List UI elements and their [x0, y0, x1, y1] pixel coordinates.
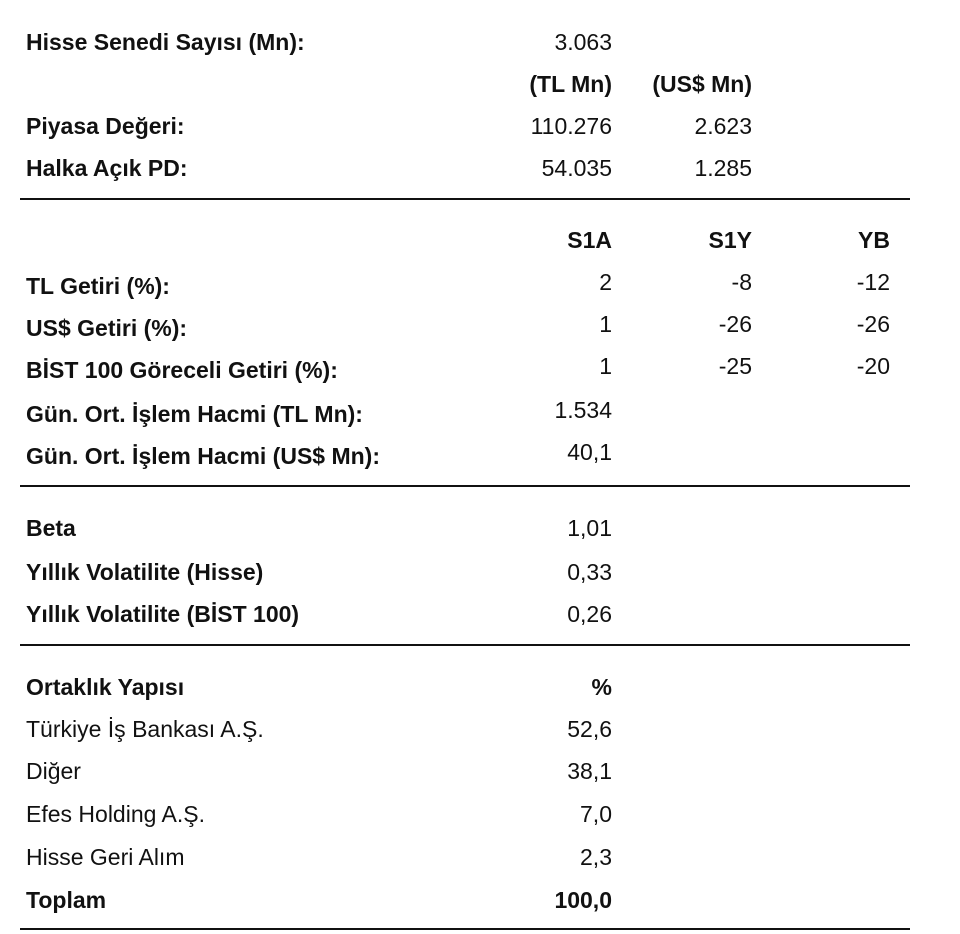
ownership-header-row: [0, 671, 960, 703]
volume-tl-row: [0, 394, 960, 426]
ownership-row: [0, 755, 960, 787]
ownership-unit: %: [591, 674, 612, 700]
ownership-row: [0, 798, 960, 830]
currency-header-row: [0, 68, 960, 100]
ownership-value: 38,1: [567, 758, 612, 784]
beta-value: 1,01: [567, 515, 612, 541]
returns-header-yb: YB: [858, 227, 890, 253]
shares-label: Hisse Senedi Sayısı (Mn):: [26, 29, 305, 55]
ownership-total-value: 100,0: [554, 887, 612, 913]
vol-stock-label: Yıllık Volatilite (Hisse): [26, 559, 264, 585]
usd-return-s1y: -26: [718, 311, 752, 337]
ownership-label: Efes Holding A.Ş.: [26, 801, 205, 827]
market-cap-label: Piyasa Değeri:: [26, 113, 185, 139]
usd-return-row: [0, 308, 960, 340]
usd-return-s1a: 1: [599, 311, 612, 337]
tl-return-row: [0, 266, 960, 298]
volume-tl-value: 1.534: [554, 397, 612, 423]
vol-index-value: 0,26: [567, 601, 612, 627]
relative-return-row: [0, 350, 960, 382]
usd-return-yb: -26: [856, 311, 890, 337]
ownership-row: [0, 841, 960, 873]
returns-header-row: [0, 224, 960, 256]
vol-index-row: [0, 598, 960, 630]
free-float-usd: 1.285: [694, 155, 752, 181]
ownership-label: Türkiye İş Bankası A.Ş.: [26, 716, 264, 742]
shares-row: [0, 26, 960, 58]
vol-stock-value: 0,33: [567, 559, 612, 585]
ownership-value: 52,6: [567, 716, 612, 742]
volume-usd-row: [0, 436, 960, 468]
divider-4: [20, 928, 910, 930]
beta-row: [0, 512, 960, 544]
relative-return-s1y: -25: [718, 353, 752, 379]
shares-value: 3.063: [554, 29, 612, 55]
returns-header-s1a: S1A: [567, 227, 612, 253]
relative-return-s1a: 1: [599, 353, 612, 379]
tl-return-s1y: -8: [731, 269, 752, 295]
ownership-label: Diğer: [26, 758, 81, 784]
ownership-title: Ortaklık Yapısı: [26, 674, 185, 700]
ownership-total-row: [0, 884, 960, 916]
market-cap-usd: 2.623: [694, 113, 752, 139]
divider-3: [20, 644, 910, 646]
returns-header-s1y: S1Y: [708, 227, 752, 253]
divider-1: [20, 198, 910, 200]
free-float-label: Halka Açık PD:: [26, 155, 188, 181]
relative-return-label: BİST 100 Göreceli Getiri (%):: [26, 357, 338, 383]
market-cap-row: [0, 110, 960, 142]
ownership-value: 2,3: [580, 844, 612, 870]
ownership-label: Hisse Geri Alım: [26, 844, 185, 870]
free-float-row: [0, 152, 960, 184]
vol-index-label: Yıllık Volatilite (BİST 100): [26, 601, 300, 627]
tl-return-label: TL Getiri (%):: [26, 273, 170, 299]
relative-return-yb: -20: [856, 353, 890, 379]
beta-label: Beta: [26, 515, 76, 541]
market-cap-tl: 110.276: [530, 113, 612, 139]
vol-stock-row: [0, 556, 960, 588]
volume-tl-label: Gün. Ort. İşlem Hacmi (TL Mn):: [26, 401, 363, 427]
ownership-total-label: Toplam: [26, 887, 107, 913]
free-float-tl: 54.035: [541, 155, 612, 181]
ownership-row: [0, 713, 960, 745]
tl-return-yb: -12: [856, 269, 890, 295]
usd-return-label: US$ Getiri (%):: [26, 315, 188, 341]
usd-mn-header: (US$ Mn): [652, 71, 752, 97]
tl-mn-header: (TL Mn): [529, 71, 612, 97]
ownership-value: 7,0: [580, 801, 612, 827]
divider-2: [20, 485, 910, 487]
tl-return-s1a: 2: [599, 269, 612, 295]
volume-usd-label: Gün. Ort. İşlem Hacmi (US$ Mn):: [26, 443, 380, 469]
volume-usd-value: 40,1: [567, 439, 612, 465]
